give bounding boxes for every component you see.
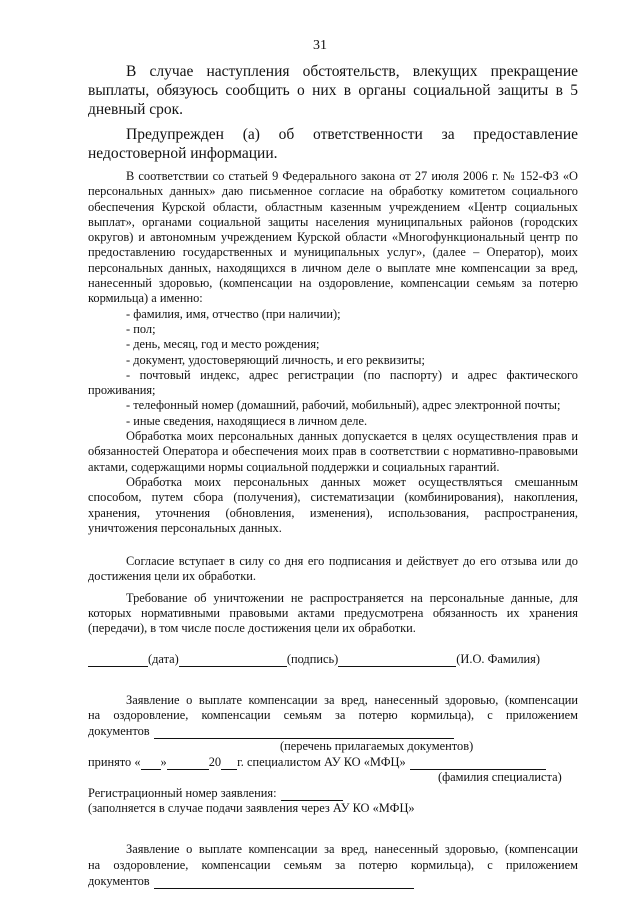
name-label: (И.О. Фамилия) <box>456 651 540 666</box>
receipt-line: на оздоровление, компенсации семьям за потерю кормильца), с приложением <box>88 857 578 872</box>
registration-row <box>88 785 578 801</box>
month-field[interactable] <box>167 757 209 770</box>
documents-row <box>88 873 578 889</box>
list-item: - фамилия, имя, отчество (при наличии); <box>126 306 341 321</box>
day-field[interactable] <box>141 757 161 770</box>
list-item: - день, месяц, год и место рождения; <box>126 337 320 352</box>
registration-field[interactable] <box>281 788 343 801</box>
processing-method-paragraph: Обработка моих персональных данных может осуществляться смешанным способом, путем сбора (получения), систематизации (комбинирования), накопления, хранения, уточнения (обновления, изменения), использования, распространения, уничтожения персональных данных. <box>88 474 578 535</box>
receipt-line: Заявление о выплате компенсации за вред, нанесенный здоровью, (компенсации <box>126 842 578 857</box>
list-item: - документ, удостоверяющий личность, и его реквизиты; <box>126 352 425 367</box>
validity-paragraph: Согласие вступает в силу со дня его подписания и действует до его отзыва или до достижения цели их обработки. <box>88 554 578 584</box>
documents-field[interactable] <box>154 726 454 739</box>
list-item: - телефонный номер (домашний, рабочий, мобильный), адрес электронной почты; <box>126 398 561 413</box>
personal-data-list <box>88 307 578 429</box>
accepted-suffix: г. специалистом АУ КО «МФЦ» <box>237 755 406 770</box>
signature-field[interactable] <box>179 654 287 667</box>
date-field[interactable] <box>88 654 148 667</box>
consent-paragraph: В соответствии со статьей 9 Федерального закона от 27 июля 2006 г. № 152-ФЗ «О персональных данных» даю письменное согласие на обработку комитетом социального обеспечения Курской области, областным казенным учреждением «Центр социальных выплат», органами социальной защиты населения муниципальных районов (городских округов) и автономным учреждением Курской области «Многофункциональный центр по предоставлению государственных и муниципальных услуг», (далее – Оператор), моих персональных данных, находящихся в личном деле о выплате мне компенсации за вред, нанесенный здоровью, (компенсации на оздоровление, компенсации семьям за потерю кормильца) а именно: <box>88 169 578 306</box>
accepted-prefix: принято « <box>88 755 141 770</box>
signature-label: (подпись) <box>286 651 339 666</box>
registration-label: Регистрационный номер заявления: <box>88 786 277 801</box>
signature-row <box>88 651 578 667</box>
accepted-row <box>88 754 578 770</box>
receipt-line: Заявление о выплате компенсации за вред, нанесенный здоровью, (компенсации <box>126 692 578 707</box>
page-number: 31 <box>313 38 327 53</box>
name-field[interactable] <box>338 654 456 667</box>
documents-row <box>88 723 578 739</box>
documents-label: документов <box>88 724 150 739</box>
year-field[interactable] <box>221 757 237 770</box>
receipt-block <box>88 842 578 889</box>
date-label: (дата) <box>148 651 179 666</box>
receipt-line: на оздоровление, компенсации семьям за потерю кормильца), с приложением <box>88 707 578 722</box>
warning-paragraph: Предупрежден (а) об ответственности за предоставление недостоверной информации. <box>88 126 578 162</box>
documents-note: (перечень прилагаемых документов) <box>280 739 474 754</box>
list-item: - иные сведения, находящиеся в личном деле. <box>126 413 368 428</box>
specialist-field[interactable] <box>410 757 546 770</box>
year-prefix: 20 <box>208 755 222 770</box>
specialist-note: (фамилия специалиста) <box>438 770 562 785</box>
receipt-block <box>88 693 578 817</box>
registration-note: (заполняется в случае подачи заявления через АУ КО «МФЦ» <box>88 801 415 816</box>
documents-label: документов <box>88 873 150 888</box>
notice-paragraph: В случае наступления обстоятельств, влекущих прекращение выплаты, обязуюсь сообщить о них в органы социальной защиты в 5 дневный срок. <box>88 63 578 118</box>
accepted-mid: » <box>160 755 167 770</box>
list-item: - пол; <box>126 321 156 336</box>
destruction-paragraph: Требование об уничтожении не распространяется на персональные данные, для которых нормативными правовыми актами предусмотрена обязанность их хранения (передачи), в том числе после достижения цели их обработки. <box>88 590 578 636</box>
documents-field[interactable] <box>154 876 414 889</box>
document-body <box>88 62 578 889</box>
processing-purpose-paragraph: Обработка моих персональных данных допускается в целях осуществления прав и обязанностей Оператора и обеспечения моих прав в соответствии с нормативно-правовыми актами, содержащими нормы социальной поддержки и социальных гарантий. <box>88 429 578 474</box>
list-item: - почтовый индекс, адрес регистрации (по паспорту) и адрес фактического проживания; <box>88 367 578 398</box>
